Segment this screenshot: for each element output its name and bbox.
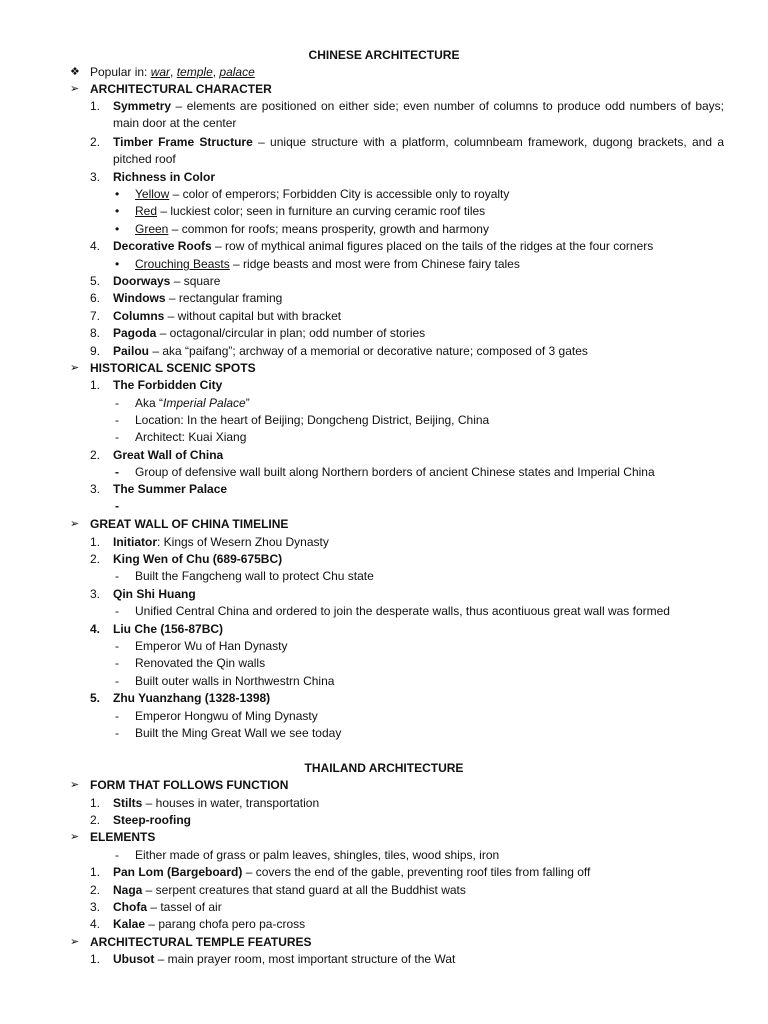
dash-icon: - bbox=[115, 430, 119, 444]
arrow-bullet-icon: ➢ bbox=[70, 779, 80, 791]
dash-icon: - bbox=[115, 639, 119, 653]
bullet-icon: • bbox=[115, 257, 120, 271]
chinese-title: CHINESE ARCHITECTURE bbox=[308, 48, 460, 62]
dash-icon: - bbox=[115, 726, 119, 740]
thailand-title: THAILAND ARCHITECTURE bbox=[304, 761, 464, 775]
dash-icon: - bbox=[115, 396, 119, 410]
dash-icon: - bbox=[115, 465, 119, 479]
dash-icon: - bbox=[115, 499, 119, 513]
popular-item-war: war bbox=[150, 65, 171, 79]
arrow-bullet-icon: ➢ bbox=[70, 362, 80, 374]
bullet-icon: • bbox=[115, 222, 120, 236]
list-item: 1. Symmetry – elements are positioned on either side; even number of columns to produce odd numbers of bays; main door at the center bbox=[90, 99, 724, 130]
document-page: CHINESE ARCHITECTURE ❖ Popular in: war, temple, palace ➢ ARCHITECTURAL CHARACTER 1. Symmetry – elements are positioned on either side; even number of columns to produce odd numbers of bays; main door at the center 2. Timber Frame Structure – unique structure with a platform, columnbeam framework, dugong brackets, and a pitched roof 3. Richness in Color • Yellow – color of emperors; Forbidden City is accessible only to royalty • Red – luckiest color; seen in furniture an curving ceramic roof tiles • Green – common for roofs; means prosperity, growth and harmony 4. Decorative Roofs – row of mythical animal figures placed on the tails of the ridges at the four corners • Crouching Beasts – ridge beasts and most were from Chinese fairy tales 5. Doorways – square 6. Windows – rectangular framing 7. Columns – without capital but with bracket 8. Pagoda – octagonal/circular in plan; odd number of stories 9. Pailou – aka “paifang”; archway of a memorial or decorative nature; composed of 3 gates ➢ HISTORICAL SCENIC SPOTS 1. The Forbidden City - Aka “Imperial Palace” - Location: In the heart of Beijing; Dongcheng District, Beijing, China - Architect: Kuai Xiang 2. Great Wall of China - Group of defensive wall built along Northern borders of ancient Chinese states and Imperial China 3. The Summer Palace - ➢ GREAT WALL OF CHINA TIMELINE 1. Initiator: Kings of Wesern Zhou Dynasty 2. King Wen of Chu (689-675BC) - Built the Fangcheng wall to protect Chu state 3. Qin Shi Huang - Unified Central China and ordered to join the desperate walls, thus acontiuous great wall was formed 4. Liu Che (156-87BC) - Emperor Wu of Han Dynasty - Renovated the Qin walls - Built outer walls in Northwestrn China 5. Zhu Yuanzhang (1328-1398) - Emperor Hongwu of Ming Dynasty - Built the Ming Great Wall we see today THAILAND ARCHITECTURE ➢ FORM THAT FOLLOWS FUNCTION 1. Stilts – houses in water, transportation 2. Steep-roofing ➢ ELEMENTS - Either made of grass or palm leaves, shingles, tiles, wood ships, iron 1. Pan Lom (Bargeboard) – covers the end of the gable, preventing roof tiles from falling off 2. Naga – serpent creatures that stand guard at all the Buddhist wats 3. Chofa – tassel of air 4. Kalae – parang chofa pero pa-cross ➢ ARCHITECTURAL TEMPLE FEATURES 1. Ubusot – main prayer room, most important structure of the Wat bbox=[0, 0, 768, 1024]
dash-icon: - bbox=[115, 674, 119, 688]
arrow-bullet-icon: ➢ bbox=[70, 518, 80, 530]
popular-item-temple: temple bbox=[176, 65, 213, 79]
popular-item-palace: palace bbox=[219, 65, 255, 79]
list-item: 2. Timber Frame Structure – unique structure with a platform, columnbeam framework, dugong brackets, and a pitched roof bbox=[90, 135, 724, 166]
diamond-bullet-icon: ❖ bbox=[70, 66, 80, 78]
dash-icon: - bbox=[115, 604, 119, 618]
dash-icon: - bbox=[115, 848, 119, 862]
bullet-icon: • bbox=[115, 204, 120, 218]
arrow-bullet-icon: ➢ bbox=[70, 831, 80, 843]
popular-text: Popular in: war, temple, palace bbox=[90, 65, 255, 79]
bullet-icon: • bbox=[115, 187, 120, 201]
dash-icon: - bbox=[115, 709, 119, 723]
arrow-bullet-icon: ➢ bbox=[70, 936, 80, 948]
dash-icon: - bbox=[115, 569, 119, 583]
arrow-bullet-icon: ➢ bbox=[70, 83, 80, 95]
dash-icon: - bbox=[115, 656, 119, 670]
dash-icon: - bbox=[115, 413, 119, 427]
